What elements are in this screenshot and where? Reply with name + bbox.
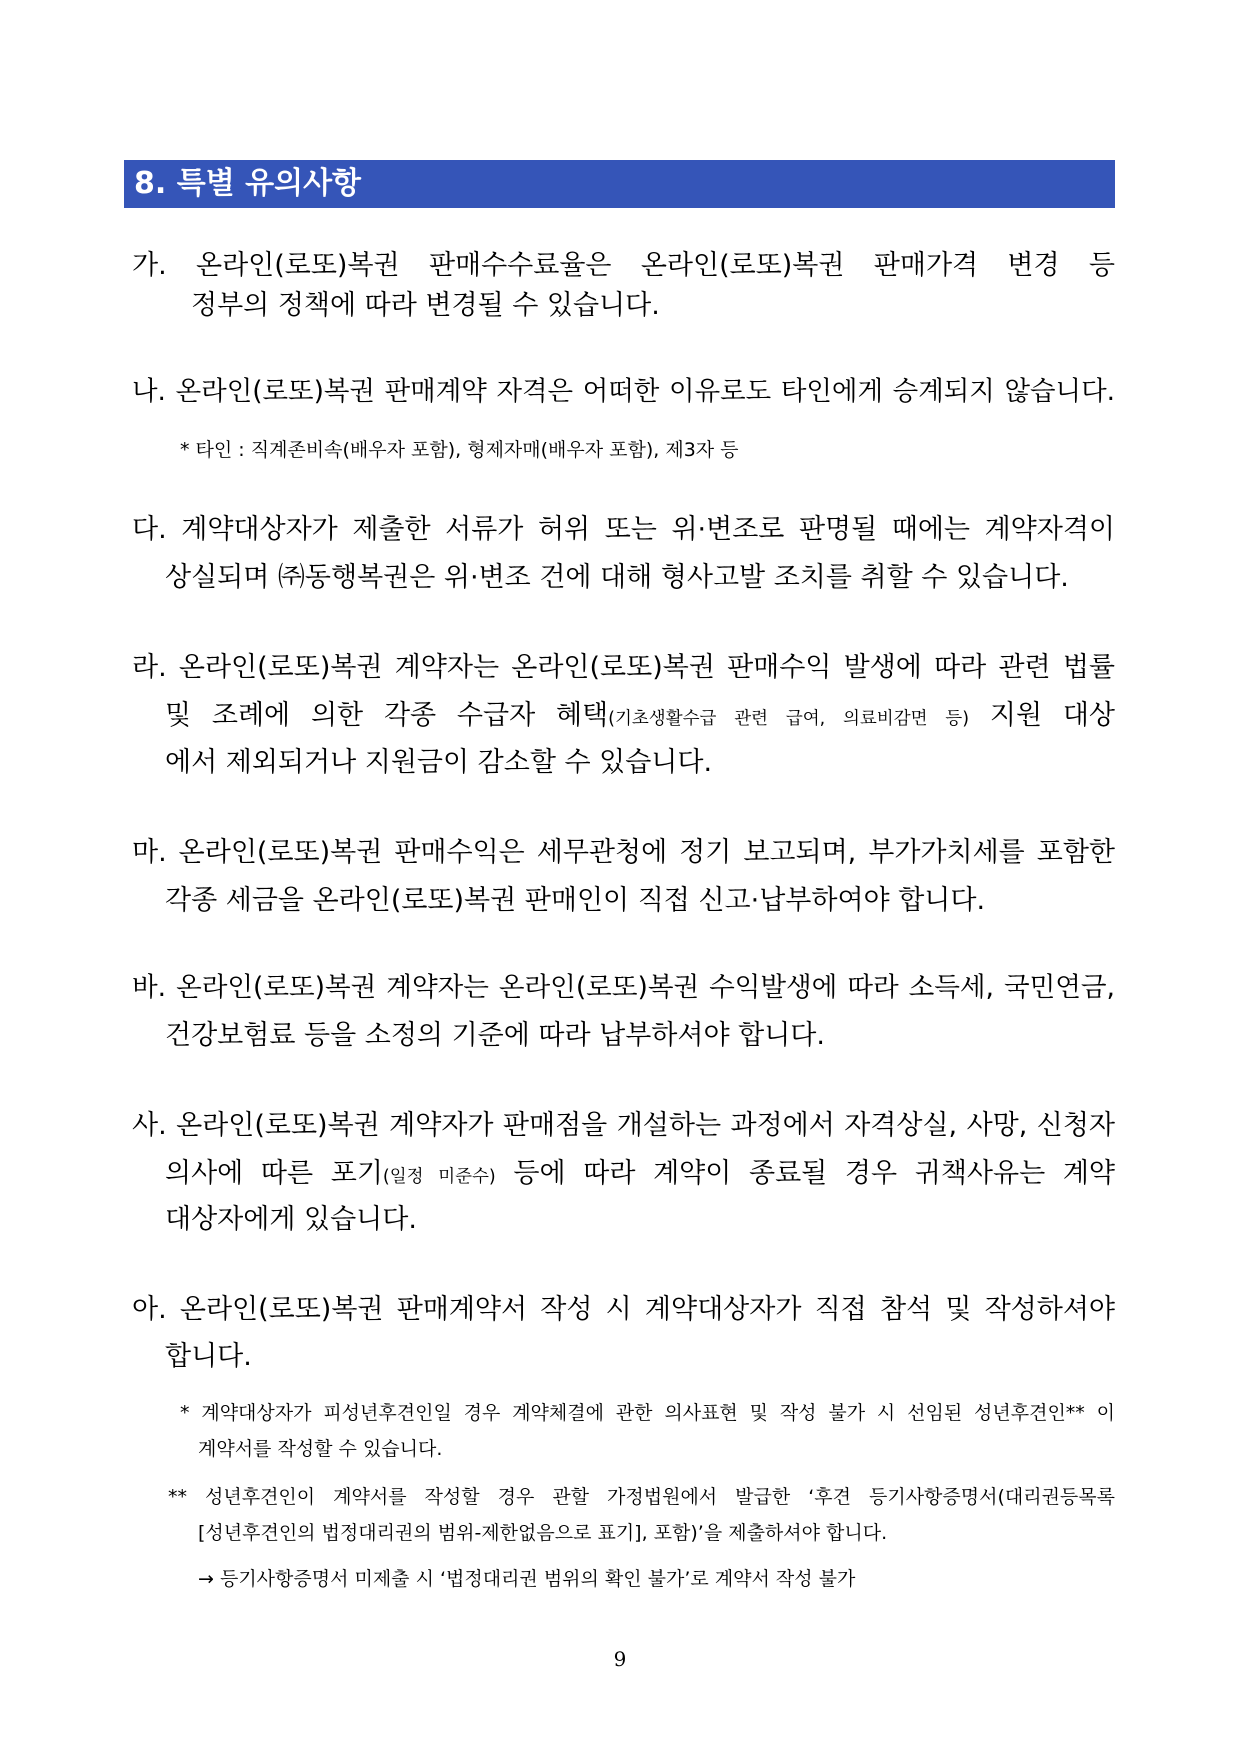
item-a-line-1: 아. 온라인(로또)복권 판매계약서 작성 시 계약대상자가 직접 참석 및 작성하셔야 xyxy=(132,1294,1115,1325)
item-sa-line-2-small: (일정 미준수) xyxy=(382,1167,496,1187)
section-title: 8. 특별 유의사항 xyxy=(134,166,362,201)
item-ra-line-1: 라. 온라인(로또)복권 계약자는 온라인(로또)복권 판매수익 발생에 따라 관련 법률 xyxy=(132,652,1115,683)
item-sa-line-1: 사. 온라인(로또)복권 계약자가 판매점을 개설하는 과정에서 자격상실, 사망, 신청자 xyxy=(132,1110,1115,1141)
item-sa-line-2-a: 의사에 따른 포기 xyxy=(165,1158,383,1189)
item-da-line-2: 상실되며 ㈜동행복권은 위·변조 건에 대해 형사고발 조치를 취할 수 있습니다. xyxy=(165,562,1069,593)
item-a-footnote-2-line-1: ** 성년후견인이 계약서를 작성할 경우 관할 가정법원에서 발급한 ‘후견 등기사항증명서(대리권등목록 xyxy=(168,1486,1115,1508)
item-a-footnote-3: → 등기사항증명서 미제출 시 ‘법정대리권 범위의 확인 불가’로 계약서 작성 불가 xyxy=(198,1568,856,1590)
item-ga-line-2: 정부의 정책에 따라 변경될 수 있습니다. xyxy=(191,290,660,321)
item-a-footnote-1-line-2: 계약서를 작성할 수 있습니다. xyxy=(198,1438,443,1460)
section-header-bar xyxy=(124,160,1115,208)
item-ma-line-1: 마. 온라인(로또)복권 판매수익은 세무관청에 정기 보고되며, 부가가치세를 포함한 xyxy=(132,837,1115,868)
item-na-note: * 타인 : 직계존비속(배우자 포함), 형제자매(배우자 포함), 제3자 등 xyxy=(180,439,739,461)
item-ra-line-2 xyxy=(165,698,1115,737)
item-sa-line-2-b: 등에 따라 계약이 종료될 경우 귀책사유는 계약 xyxy=(495,1158,1115,1189)
item-sa-line-3: 대상자에게 있습니다. xyxy=(165,1204,417,1235)
item-ra-line-2-a: 및 조례에 의한 각종 수급자 혜택 xyxy=(165,700,609,731)
item-ba-line-1: 바. 온라인(로또)복권 계약자는 온라인(로또)복권 수익발생에 따라 소득세, 국민연금, xyxy=(132,972,1115,1003)
item-ga-line-1: 가. 온라인(로또)복권 판매수수료율은 온라인(로또)복권 판매가격 변경 등 xyxy=(132,250,1115,281)
item-na-line-1: 나. 온라인(로또)복권 판매계약 자격은 어떠한 이유로도 타인에게 승계되지 않습니다. xyxy=(132,376,1115,407)
item-ra-line-2-small: (기초생활수급 관련 급여, 의료비감면 등) xyxy=(608,709,970,729)
item-a-line-2: 합니다. xyxy=(165,1341,252,1372)
item-ra-line-2-b: 지원 대상 xyxy=(969,700,1116,731)
item-ra-line-3: 에서 제외되거나 지원금이 감소할 수 있습니다. xyxy=(165,747,713,778)
item-da-line-1: 다. 계약대상자가 제출한 서류가 허위 또는 위·변조로 판명될 때에는 계약자격이 xyxy=(132,514,1115,545)
item-sa-line-2 xyxy=(165,1156,1115,1195)
item-a-footnote-2-line-2: [성년후견인의 법정대리권의 범위-제한없음으로 표기], 포함)’을 제출하셔야 합니다. xyxy=(198,1522,888,1544)
item-ba-line-2: 건강보험료 등을 소정의 기준에 따라 납부하셔야 합니다. xyxy=(165,1020,825,1051)
item-a-footnote-1-line-1: * 계약대상자가 피성년후견인일 경우 계약체결에 관한 의사표현 및 작성 불가 시 선임된 성년후견인** 이 xyxy=(180,1402,1115,1424)
item-ma-line-2: 각종 세금을 온라인(로또)복권 판매인이 직접 신고·납부하여야 합니다. xyxy=(165,885,986,916)
page-number: 9 xyxy=(613,1647,627,1671)
